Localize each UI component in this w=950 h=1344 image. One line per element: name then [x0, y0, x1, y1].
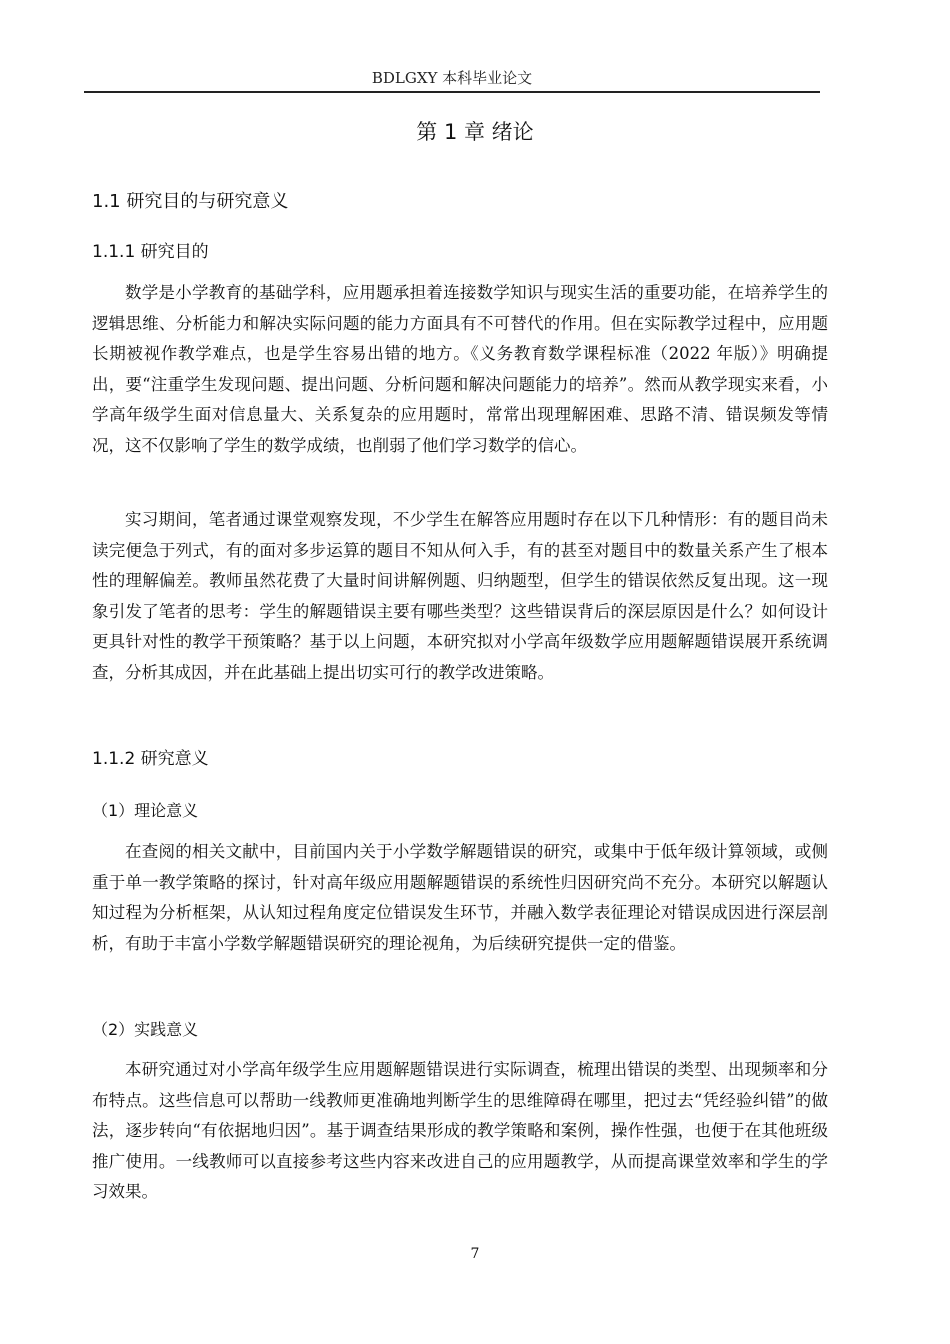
paragraph-purpose-1: 数学是小学教育的基础学科，应用题承担着连接数学知识与现实生活的重要功能，在培养学生的逻辑思维、分析能力和解决实际问题的能力方面具有不可替代的作用。但在实际教学过程中，应用题长期被视作教学难点，也是学生容易出错的地方。《义务教育数学课程标准（2022 年版）》明确提出，要“注重学生发现问题、提出问题、分析问题和解决问题能力的培养”。然而从教学现实来看，小学高年级学生面对信息量大、关系复杂的应用题时，常常出现理解困难、思路不清、错误频发等情况，这不仅影响了学生的数学成绩，也削弱了他们学习数学的信心。	[92, 283, 828, 455]
section-heading-1-1-1: 1.1.1 研究目的	[92, 242, 209, 262]
header-rule	[84, 91, 820, 93]
subheading-theory: （1）理论意义	[92, 801, 199, 820]
subheading-practice: （2）实践意义	[92, 1020, 199, 1039]
chapter-title: 第 1 章 绪论	[416, 120, 534, 144]
running-header: BDLGXY 本科毕业论文	[371, 69, 533, 87]
paragraph-theory: 在查阅的相关文献中，目前国内关于小学数学解题错误的研究，或集中于低年级计算领域，或侧重于单一教学策略的探讨，针对高年级应用题解题错误的系统性归因研究尚不充分。本研究以解题认知过程为分析框架，从认知过程角度定位错误发生环节，并融入数学表征理论对错误成因进行深层剖析，有助于丰富小学数学解题错误研究的理论视角，为后续研究提供一定的借鉴。	[92, 842, 828, 953]
page-number: 7	[470, 1246, 480, 1262]
section-heading-1-1-2: 1.1.2 研究意义	[92, 749, 209, 769]
section-heading-1-1: 1.1 研究目的与研究意义	[92, 191, 289, 212]
paragraph-purpose-2: 实习期间，笔者通过课堂观察发现，不少学生在解答应用题时存在以下几种情形：有的题目尚未读完便急于列式，有的面对多步运算的题目不知从何入手，有的甚至对题目中的数量关系产生了根本性的理解偏差。教师虽然花费了大量时间讲解例题、归纳题型，但学生的错误依然反复出现。这一现象引发了笔者的思考：学生的解题错误主要有哪些类型？这些错误背后的深层原因是什么？如何设计更具针对性的教学干预策略？基于以上问题，本研究拟对小学高年级数学应用题解题错误展开系统调查，分析其成因，并在此基础上提出切实可行的教学改进策略。	[92, 510, 828, 682]
paragraph-practice: 本研究通过对小学高年级学生应用题解题错误进行实际调查，梳理出错误的类型、出现频率和分布特点。这些信息可以帮助一线教师更准确地判断学生的思维障碍在哪里，把过去“凭经验纠错”的做法，逐步转向“有依据地归因”。基于调查结果形成的教学策略和案例，操作性强，也便于在其他班级推广使用。一线教师可以直接参考这些内容来改进自己的应用题教学，从而提高课堂效率和学生的学习效果。	[92, 1060, 828, 1201]
